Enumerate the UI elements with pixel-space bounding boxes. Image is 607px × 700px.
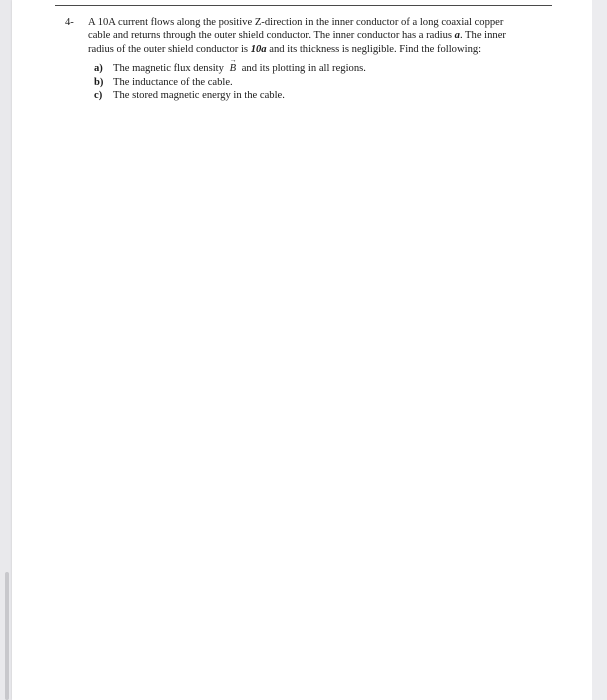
document-page (12, 0, 592, 700)
sub-question-text (113, 56, 366, 75)
sub-question-a-text: The magnetic flux density (113, 63, 224, 75)
problem-statement (88, 16, 555, 56)
window-edge (592, 0, 607, 700)
sub-question-letter: c) (94, 90, 103, 102)
sub-question-letter: b) (94, 76, 104, 88)
statement-line-2 (88, 29, 555, 42)
inner-radius-symbol: a (454, 30, 460, 42)
vector-arrow-icon: → (229, 56, 237, 65)
problem-number: 4- (65, 17, 74, 28)
statement-line-1: A 10A current flows along the positive Z-direction in the inner conductor of a long coaxial copper (88, 17, 504, 28)
sub-question-list (94, 56, 555, 102)
statement-line-3 (88, 43, 555, 56)
outer-radius-symbol: 10a (250, 43, 267, 55)
scrollbar[interactable] (5, 572, 9, 700)
statement-line-2-text: cable and returns through the outer shield conductor. The inner conductor has a radius (88, 30, 452, 42)
sub-question-letter: a) (94, 63, 103, 75)
sub-question-text: The stored magnetic energy in the cable. (113, 90, 285, 102)
sub-question-b (94, 76, 555, 89)
sub-question-a (94, 56, 555, 75)
sub-question-a-tail: and its plotting in all regions. (241, 63, 366, 75)
problem-4 (65, 16, 555, 102)
statement-line-3-text: radius of the outer shield conductor is (88, 43, 249, 55)
statement-line-2-tail: . The inner (459, 30, 506, 42)
top-rule (55, 5, 552, 6)
vector-letter: B (229, 63, 237, 75)
sub-question-c (94, 89, 555, 102)
vector-b-symbol (229, 56, 237, 75)
sub-question-text: The inductance of the cable. (113, 76, 233, 88)
statement-line-3-tail: and its thickness is negligible. Find the following: (269, 43, 482, 55)
